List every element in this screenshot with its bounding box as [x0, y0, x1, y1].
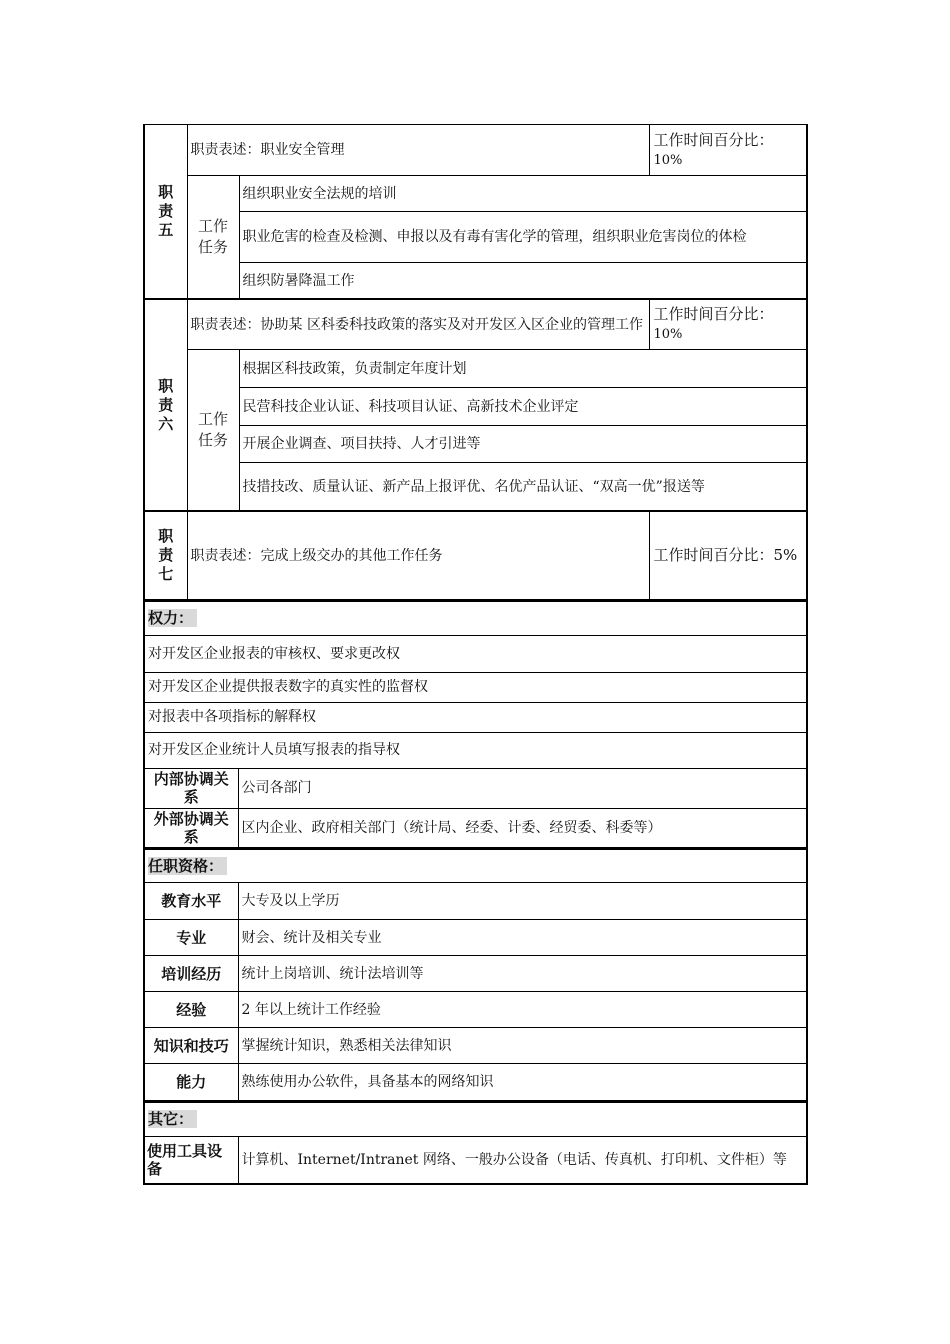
duty5-task-label: 工作任务	[187, 176, 239, 299]
duty6-task: 根据区科技政策，负责制定年度计划	[239, 350, 807, 388]
other-header: 其它：	[144, 1102, 807, 1136]
major-value: 财会、统计及相关专业	[238, 920, 807, 956]
duty5-task: 组织职业安全法规的培训	[239, 176, 807, 212]
duty5-label: 职责五	[144, 125, 187, 299]
power-item: 对开发区企业提供报表数字的真实性的监督权	[144, 672, 807, 702]
qualifications-header: 任职资格：	[144, 849, 807, 883]
experience-value: 2 年以上统计工作经验	[238, 992, 807, 1028]
major-label: 专业	[144, 920, 238, 956]
duty6-task: 民营科技企业认证、科技项目认证、高新技术企业评定	[239, 388, 807, 426]
power-item: 对开发区企业统计人员填写报表的指导权	[144, 732, 807, 768]
internal-coordination-value: 公司各部门	[238, 768, 807, 808]
duty7-time-percentage: 工作时间百分比：5%	[649, 512, 807, 600]
duty5-time-percentage: 工作时间百分比： 10%	[649, 125, 807, 176]
ability-value: 熟练使用办公软件，具备基本的网络知识	[238, 1064, 807, 1101]
external-coordination-label: 外部协调关系	[144, 808, 238, 847]
ability-label: 能力	[144, 1064, 238, 1101]
duty5-table	[143, 124, 808, 299]
duty5-task: 职业危害的检查及检测、申报以及有毒有害化学的管理，组织职业危害岗位的体检	[239, 212, 807, 263]
duty7-description: 职责表述：完成上级交办的其他工作任务	[187, 512, 649, 600]
external-coordination-value: 区内企业、政府相关部门（统计局、经委、计委、经贸委、科委等）	[238, 808, 807, 847]
duty5-task: 组织防暑降温工作	[239, 263, 807, 299]
tools-label: 使用工具设备	[144, 1136, 238, 1184]
duty5-description: 职责表述：职业安全管理	[187, 125, 649, 176]
duty6-time-percentage: 工作时间百分比： 10%	[649, 300, 807, 350]
duty6-label: 职责六	[144, 300, 187, 511]
training-label: 培训经历	[144, 956, 238, 992]
other-table	[143, 1101, 808, 1185]
power-item: 对开发区企业报表的审核权、要求更改权	[144, 635, 807, 672]
power-item: 对报表中各项指标的解释权	[144, 702, 807, 732]
tools-value: 计算机、Internet/Intranet 网络、一般办公设备（电话、传真机、打印机、文件柜）等	[238, 1136, 807, 1184]
training-value: 统计上岗培训、统计法培训等	[238, 956, 807, 992]
education-value: 大专及以上学历	[238, 883, 807, 920]
duty7-table	[143, 511, 808, 600]
duty7-label: 职责七	[144, 512, 187, 600]
experience-label: 经验	[144, 992, 238, 1028]
duty6-task: 技措技改、质量认证、新产品上报评优、名优产品认证、“双高一优”报送等	[239, 463, 807, 511]
duty6-description: 职责表述：协助某 区科委科技政策的落实及对开发区入区企业的管理工作	[187, 300, 649, 350]
job-description-document	[143, 124, 806, 1185]
education-label: 教育水平	[144, 883, 238, 920]
power-header: 权力：	[144, 601, 807, 635]
knowledge-label: 知识和技巧	[144, 1028, 238, 1064]
duty6-table	[143, 299, 808, 511]
duty6-task-label: 工作任务	[187, 350, 239, 511]
qualifications-table	[143, 848, 808, 1102]
internal-coordination-label: 内部协调关系	[144, 768, 238, 808]
duty6-task: 开展企业调查、项目扶持、人才引进等	[239, 426, 807, 463]
power-table	[143, 600, 808, 848]
knowledge-value: 掌握统计知识，熟悉相关法律知识	[238, 1028, 807, 1064]
